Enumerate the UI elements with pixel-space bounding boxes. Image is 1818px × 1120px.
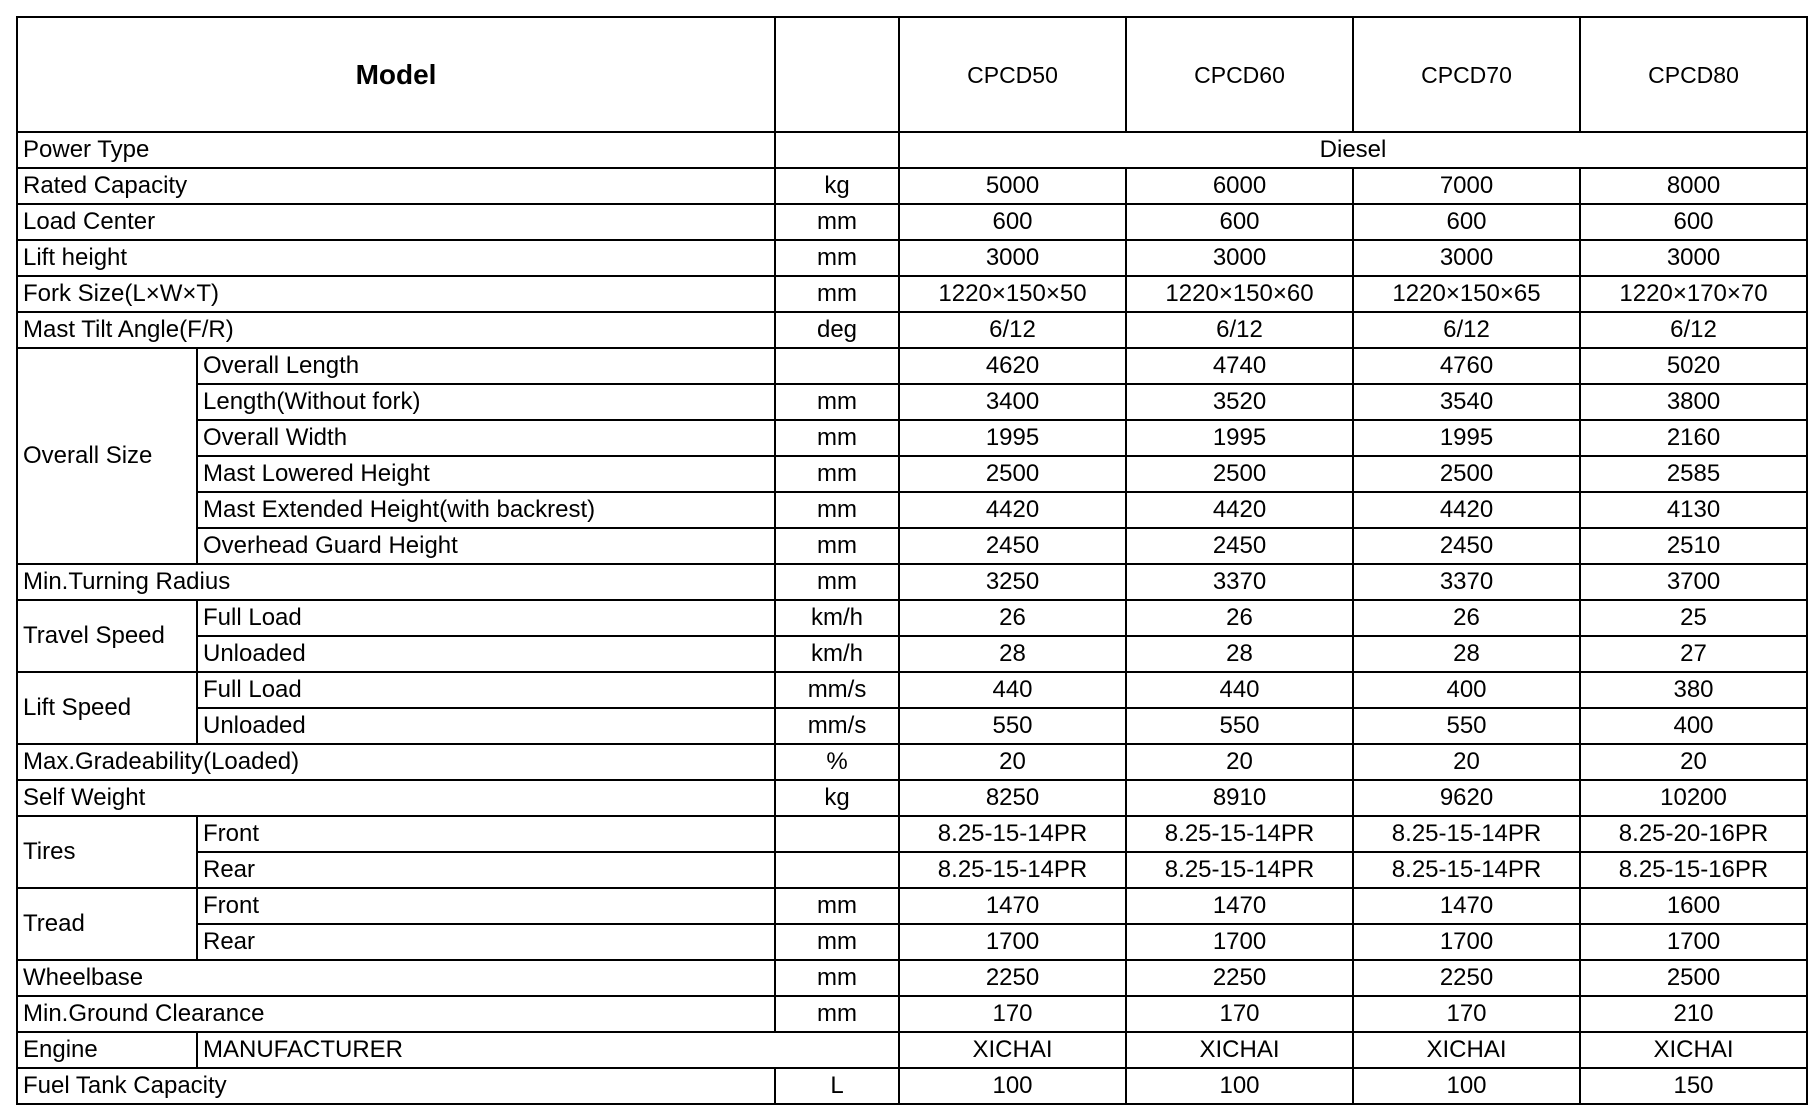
row-label: Min.Ground Clearance <box>17 996 775 1032</box>
value-cell: 8.25-15-14PR <box>1353 816 1580 852</box>
row-unit: deg <box>775 312 899 348</box>
value-cell: 400 <box>1353 672 1580 708</box>
value-cell: 26 <box>899 600 1126 636</box>
row-label: Load Center <box>17 204 775 240</box>
row-tread-front <box>17 888 1807 924</box>
model-cpcd60: CPCD60 <box>1126 17 1353 132</box>
row-self-weight <box>17 780 1807 816</box>
row-unit: L <box>775 1068 899 1104</box>
value-cell: 3800 <box>1580 384 1807 420</box>
row-label: Lift height <box>17 240 775 276</box>
sub-label: Overhead Guard Height <box>197 528 775 564</box>
header-row <box>17 17 1807 132</box>
group-label: Travel Speed <box>17 600 197 672</box>
value-cell: 3000 <box>899 240 1126 276</box>
sub-label: Full Load <box>197 672 775 708</box>
value-cell: 1220×170×70 <box>1580 276 1807 312</box>
value-cell: 5020 <box>1580 348 1807 384</box>
value-cell: 2500 <box>899 456 1126 492</box>
value-cell: 6/12 <box>1353 312 1580 348</box>
value-cell: 8.25-15-16PR <box>1580 852 1807 888</box>
row-unit <box>775 348 899 384</box>
row-overhead-guard-height <box>17 528 1807 564</box>
sub-label: Unloaded <box>197 708 775 744</box>
row-lift-speed-full-load <box>17 672 1807 708</box>
row-unit: mm <box>775 204 899 240</box>
value-cell: 170 <box>1353 996 1580 1032</box>
row-unit: km/h <box>775 600 899 636</box>
row-label: Fuel Tank Capacity <box>17 1068 775 1104</box>
value-cell: 1700 <box>1126 924 1353 960</box>
row-unit: mm <box>775 276 899 312</box>
row-label: Engine <box>17 1032 197 1068</box>
value-cell: 1600 <box>1580 888 1807 924</box>
row-unit: mm <box>775 924 899 960</box>
row-unit: kg <box>775 780 899 816</box>
row-power-type <box>17 132 1807 168</box>
row-unit: mm <box>775 960 899 996</box>
value-cell: 600 <box>899 204 1126 240</box>
value-cell: 8000 <box>1580 168 1807 204</box>
value-cell: 400 <box>1580 708 1807 744</box>
row-unit: mm <box>775 240 899 276</box>
value-cell: 4130 <box>1580 492 1807 528</box>
row-overall-length <box>17 348 1807 384</box>
value-cell: 3000 <box>1580 240 1807 276</box>
row-unit: mm <box>775 564 899 600</box>
value-cell: 26 <box>1353 600 1580 636</box>
value-cell: 28 <box>899 636 1126 672</box>
value-cell: 2500 <box>1353 456 1580 492</box>
value-cell: 8250 <box>899 780 1126 816</box>
value-cell: 210 <box>1580 996 1807 1032</box>
value-cell: 28 <box>1126 636 1353 672</box>
row-label: Fork Size(L×W×T) <box>17 276 775 312</box>
value-cell: 25 <box>1580 600 1807 636</box>
sub-label: Front <box>197 888 775 924</box>
row-label: Self Weight <box>17 780 775 816</box>
model-cpcd70: CPCD70 <box>1353 17 1580 132</box>
row-overall-width <box>17 420 1807 456</box>
model-cpcd50: CPCD50 <box>899 17 1126 132</box>
row-unit <box>775 816 899 852</box>
value-cell: 380 <box>1580 672 1807 708</box>
row-unit: % <box>775 744 899 780</box>
value-cell: 600 <box>1126 204 1353 240</box>
sub-label: Mast Lowered Height <box>197 456 775 492</box>
row-tires-rear <box>17 852 1807 888</box>
value-cell: 2250 <box>1126 960 1353 996</box>
model-header: Model <box>17 17 775 132</box>
row-label: Power Type <box>17 132 775 168</box>
value-cell: 2585 <box>1580 456 1807 492</box>
row-wheelbase <box>17 960 1807 996</box>
sub-label: Full Load <box>197 600 775 636</box>
row-unit: mm <box>775 492 899 528</box>
value-cell: 3250 <box>899 564 1126 600</box>
value-cell: 2160 <box>1580 420 1807 456</box>
row-unit <box>775 132 899 168</box>
row-label: Min.Turning Radius <box>17 564 775 600</box>
value-cell: 2450 <box>1126 528 1353 564</box>
row-unit: mm <box>775 456 899 492</box>
value-cell: 2510 <box>1580 528 1807 564</box>
value-cell: 100 <box>1353 1068 1580 1104</box>
value-cell: 2450 <box>899 528 1126 564</box>
value-cell: 10200 <box>1580 780 1807 816</box>
value-cell: 5000 <box>899 168 1126 204</box>
value-cell: 20 <box>1353 744 1580 780</box>
row-turning-radius <box>17 564 1807 600</box>
value-cell: 6000 <box>1126 168 1353 204</box>
value-cell: 6/12 <box>899 312 1126 348</box>
group-label: Overall Size <box>17 348 197 564</box>
value-cell: 8.25-15-14PR <box>1126 852 1353 888</box>
row-tires-front <box>17 816 1807 852</box>
row-travel-speed-unloaded <box>17 636 1807 672</box>
value-cell: 170 <box>899 996 1126 1032</box>
value-cell: 2500 <box>1580 960 1807 996</box>
value-cell: 1220×150×60 <box>1126 276 1353 312</box>
value-cell: 3370 <box>1353 564 1580 600</box>
value-cell: 20 <box>899 744 1126 780</box>
sub-label: Overall Length <box>197 348 775 384</box>
value-cell: 3000 <box>1126 240 1353 276</box>
value-cell: 150 <box>1580 1068 1807 1104</box>
sub-label: Mast Extended Height(with backrest) <box>197 492 775 528</box>
value-cell: 4620 <box>899 348 1126 384</box>
row-ground-clearance <box>17 996 1807 1032</box>
value-cell: 8910 <box>1126 780 1353 816</box>
row-load-center <box>17 204 1807 240</box>
row-unit: km/h <box>775 636 899 672</box>
value-cell: 2250 <box>899 960 1126 996</box>
value-cell: 3540 <box>1353 384 1580 420</box>
value-cell: 2500 <box>1126 456 1353 492</box>
row-unit: mm/s <box>775 708 899 744</box>
value-cell: 440 <box>1126 672 1353 708</box>
row-mast-lowered-height <box>17 456 1807 492</box>
value-cell: 6/12 <box>1580 312 1807 348</box>
value-cell: 8.25-20-16PR <box>1580 816 1807 852</box>
sub-label: MANUFACTURER <box>197 1032 899 1068</box>
value-cell: 4420 <box>1353 492 1580 528</box>
row-label: Max.Gradeability(Loaded) <box>17 744 775 780</box>
row-unit: mm <box>775 996 899 1032</box>
row-unit <box>775 852 899 888</box>
value-cell: 100 <box>899 1068 1126 1104</box>
row-unit: mm <box>775 888 899 924</box>
value-cell: 1220×150×65 <box>1353 276 1580 312</box>
power-type-value: Diesel <box>899 132 1807 168</box>
unit-header <box>775 17 899 132</box>
value-cell: 7000 <box>1353 168 1580 204</box>
row-gradeability <box>17 744 1807 780</box>
row-rated-capacity <box>17 168 1807 204</box>
value-cell: 8.25-15-14PR <box>899 852 1126 888</box>
group-label: Tread <box>17 888 197 960</box>
model-cpcd80: CPCD80 <box>1580 17 1807 132</box>
sub-label: Unloaded <box>197 636 775 672</box>
value-cell: 550 <box>1353 708 1580 744</box>
spec-table <box>16 16 1808 1105</box>
row-mast-extended-height <box>17 492 1807 528</box>
row-engine <box>17 1032 1807 1068</box>
value-cell: 1995 <box>1353 420 1580 456</box>
row-lift-speed-unloaded <box>17 708 1807 744</box>
value-cell: 26 <box>1126 600 1353 636</box>
value-cell: 4420 <box>899 492 1126 528</box>
value-cell: 28 <box>1353 636 1580 672</box>
value-cell: 550 <box>1126 708 1353 744</box>
group-label: Tires <box>17 816 197 888</box>
row-mast-tilt <box>17 312 1807 348</box>
group-label: Lift Speed <box>17 672 197 744</box>
value-cell: 4760 <box>1353 348 1580 384</box>
row-travel-speed-full-load <box>17 600 1807 636</box>
value-cell: XICHAI <box>899 1032 1126 1068</box>
value-cell: 1700 <box>1353 924 1580 960</box>
value-cell: 4420 <box>1126 492 1353 528</box>
value-cell: 100 <box>1126 1068 1353 1104</box>
value-cell: 3700 <box>1580 564 1807 600</box>
sub-label: Rear <box>197 852 775 888</box>
spec-sheet <box>16 16 1808 1105</box>
row-label: Mast Tilt Angle(F/R) <box>17 312 775 348</box>
value-cell: 1700 <box>1580 924 1807 960</box>
value-cell: 1220×150×50 <box>899 276 1126 312</box>
row-length-without-fork <box>17 384 1807 420</box>
value-cell: 3000 <box>1353 240 1580 276</box>
row-unit: mm <box>775 420 899 456</box>
value-cell: 20 <box>1580 744 1807 780</box>
value-cell: XICHAI <box>1126 1032 1353 1068</box>
value-cell: 4740 <box>1126 348 1353 384</box>
row-lift-height <box>17 240 1807 276</box>
value-cell: 6/12 <box>1126 312 1353 348</box>
row-tread-rear <box>17 924 1807 960</box>
value-cell: 3520 <box>1126 384 1353 420</box>
value-cell: 440 <box>899 672 1126 708</box>
value-cell: 2250 <box>1353 960 1580 996</box>
value-cell: 1995 <box>899 420 1126 456</box>
value-cell: 3400 <box>899 384 1126 420</box>
row-unit: kg <box>775 168 899 204</box>
row-unit: mm/s <box>775 672 899 708</box>
row-unit: mm <box>775 384 899 420</box>
value-cell: 8.25-15-14PR <box>1353 852 1580 888</box>
value-cell: 1470 <box>1353 888 1580 924</box>
value-cell: 9620 <box>1353 780 1580 816</box>
value-cell: 550 <box>899 708 1126 744</box>
value-cell: 3370 <box>1126 564 1353 600</box>
value-cell: XICHAI <box>1580 1032 1807 1068</box>
value-cell: 1470 <box>899 888 1126 924</box>
row-fuel-tank <box>17 1068 1807 1104</box>
sub-label: Rear <box>197 924 775 960</box>
row-unit: mm <box>775 528 899 564</box>
sub-label: Front <box>197 816 775 852</box>
sub-label: Overall Width <box>197 420 775 456</box>
value-cell: 600 <box>1580 204 1807 240</box>
row-label: Wheelbase <box>17 960 775 996</box>
row-label: Rated Capacity <box>17 168 775 204</box>
value-cell: 27 <box>1580 636 1807 672</box>
value-cell: 600 <box>1353 204 1580 240</box>
value-cell: 8.25-15-14PR <box>899 816 1126 852</box>
value-cell: 170 <box>1126 996 1353 1032</box>
value-cell: 1995 <box>1126 420 1353 456</box>
value-cell: 1700 <box>899 924 1126 960</box>
value-cell: 2450 <box>1353 528 1580 564</box>
sub-label: Length(Without fork) <box>197 384 775 420</box>
value-cell: 1470 <box>1126 888 1353 924</box>
value-cell: 20 <box>1126 744 1353 780</box>
row-fork-size <box>17 276 1807 312</box>
value-cell: 8.25-15-14PR <box>1126 816 1353 852</box>
value-cell: XICHAI <box>1353 1032 1580 1068</box>
